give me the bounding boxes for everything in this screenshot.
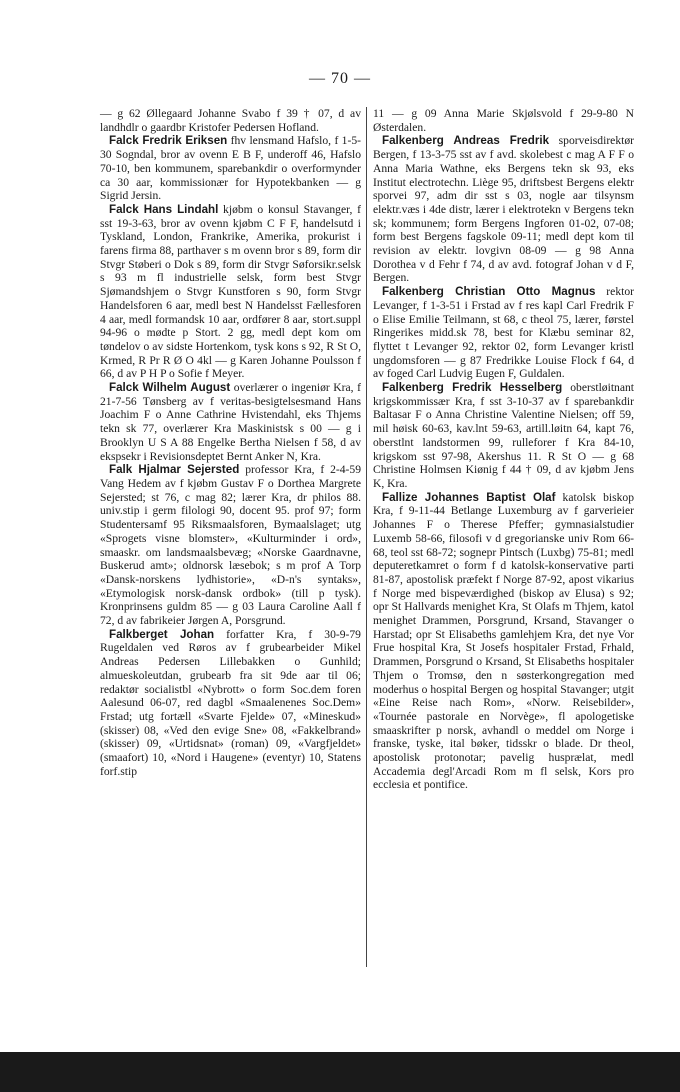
- entry-name: Falk Hjalmar Sejersted: [109, 463, 240, 477]
- entry-name: Falkenberg Christian Otto Magnus: [382, 285, 596, 299]
- entry-text: kjøbm o konsul Stavanger, f sst 19-3-63, bror av ovenn kjøbm C F F, handelsutd i Tyskland, London, Frankrike, Amerika, prokurist i farens firma 88, parthaver s m ovenn bror s 89, form dir Stvgr Støberi o Dok s 89, form dir Stvgr Søforsikr.selsk s 93 m fl industrielle selsk, form best Stvgr Sjømandshjem o Stvgr Kunstforen s 90, form Stvgr Handelsforen 6 aar, medl best N Handelsst Fællesforen 4 aar, medl formandsk 10 aar, ordfører 8 aar, stort.suppl 94-96 o mødte p Stort. 2 gg, medl dept kom om tøndelov o av sidste Hortenkom, tysk kons s 92, R St O, Krmed, R Pr R Ø O 4kl — g Karen Johanne Poulsson f 66, d av P H P o Sofie f Meyer.: [100, 202, 361, 381]
- entry-falck-fredrik-eriksen: [100, 134, 361, 203]
- left-column: [100, 107, 361, 778]
- continuation-text: — g 62 Øllegaard Johanne Svabo f 39 † 07, d av landhdlr o gaardbr Kristofer Pedersen Hofland.: [100, 107, 361, 134]
- continuation-text: 11 — g 09 Anna Marie Skjølsvold f 29-9-80 N Østerdalen.: [373, 107, 634, 134]
- entry-falkberget-johan: [100, 628, 361, 779]
- entry-text: overlærer o ingeniør Kra, f 21-7-56 Tønsberg av f veritas-besigtelsesmand Hans Joachim F o Anne Cathrine Hvistendahl, eks Thjems tekn sk 77, overlærer Kra Maskinistsk s 00 — g i Brooklyn U S A 88 Engelke Bertha Nielsen f 58, d av ekspsekr i Revisionsdeptet Bernt Anker N, Kra.: [100, 381, 361, 463]
- page-number: — 70 —: [309, 70, 371, 87]
- entry-text: fhv lensmand Hafslo, f 1-5-30 Sogndal, bror av ovenn E B F, underoff 46, Hafslo 70-10, ben kommunem, sparebankdir o overformynder ca 30 aar, kommissionær for Hypotekbanken — g Sigrid Jersin.: [100, 134, 361, 203]
- column-divider: [366, 107, 367, 967]
- entry-fallize-johannes-baptist-olaf: [373, 491, 634, 792]
- entry-name: Falkberget Johan: [109, 627, 215, 641]
- entry-text: katolsk biskop Kra, f 9-11-44 Betlange Luxemburg av f garverieier Johannes F o Therese Pfeffer; gymnasialstudier Luxemb 58-66, filosofi v d gregorianske univ Rom 66-68, teol sst 68-72; sognepr Pintsch (Luxbg) 75-81; medl deputeretkamret o form f d katolsk-konservative parti 81-87, apostolisk præfekt f Norge 87-92, apost vikarius f Norge med bispeværdighed (biskop av Elusa) s 92; opr St Hallvards menighet Kra, St Olafs m Thjem, katol menighet Drammen, Porsgrund, Krsand, Stavanger o Harstad; opr St Elisabeths gamlehjem Kra, det nye Vor Frue hospital Kra, St Josefs hospitaler Frstad, Frhald, Drammen, Porsgrund o Krsand, St Elisabeths hospitaler Thjem o Tromsø, den n søsterkongregation med moderhus o hospital Bergen og hospital Stavanger; utgit «Eine Reise nach Rom», «Norw. Reisebilder», «Tournée pastorale en Norvège», fl apologetiske smaaskrifter p norsk, avhandl o meddel om Norge i franske, tyske, ital bøker, tidsskr o blade. Dr theol, apostolisk protonotar; pavelig husprælat, medl Accademia degl'Arcadi Rom m fl selsk, Kors pro ecclesia et pontifice.: [373, 490, 634, 792]
- scan-edge-bar: [0, 1052, 680, 1092]
- entry-name: Falck Fredrik Eriksen: [109, 134, 228, 148]
- entry-falck-hans-lindahl: [100, 203, 361, 381]
- entry-falck-wilhelm-august: [100, 381, 361, 463]
- entry-falkenberg-fredrik-hesselberg: [373, 381, 634, 491]
- entry-text: sporveisdirektør Bergen, f 13-3-75 sst av f avd. skolebest c mag A F F o Anna Maria Wathne, eks Bergens tekn sk 93, eks Institut electrotechn. Liège 95, driftsbest Bergens elektr sporvei 97, adm dir sst s 03, nogle aar tilsynsm elektr.væs i 4de distr, lærer i elektrotekn v Bergens tekn sk; kommunem; form Bergens Ingforen 01-02, 07-08; form best Bergens fagskole 09-11; medl dept kom til revision av elektr. lovgivn 08-09 — g 98 Anna Dorothea v d Fehr f 74, d av avd. fotograf Johan v d F, Bergen.: [373, 134, 635, 285]
- entry-text: professor Kra, f 2-4-59 Vang Hedem av f kjøbm Gustav F o Dorthea Margrete Sejersted; st 76, c mag 82; lærer Kra, dr philos 88. univ.stip i germ filologi 90, docent 95. prof 97; form Studentersamf 95 Riksmaalsforen, Bymaalslaget; utg «Sprogets visne blomster», «Kulturminder i ord», smaaskr. om landsmaalsbevæg; «Norske Gaardnavne, Buskerud amt»; oldnorsk læsebok; s m prof A Torp «Dansk-norskens lydhistorie», «D-n's syntaks», «Etymologisk norsk-dansk ordbok» (till p tysk). Kronprinsens guldm 85 — g 03 Laura Caroline Aall f 72, d av fabrikeier Jørgen A, Porsgrund.: [100, 463, 361, 628]
- entry-falk-hjalmar-sejersted: [100, 463, 361, 627]
- entry-name: Falkenberg Fredrik Hesselberg: [382, 381, 563, 395]
- entry-name: Falck Wilhelm August: [109, 381, 231, 395]
- entry-text: oberstløitnant krigskommissær Kra, f sst 3-10-37 av f sparebankdir Baltasar F o Anna Christine Valentine Nielsen; off 59, mil høisk 60-63, kav.lnt 59-63, artill.løitn 64, kapt 76, oberstlnt landstormen 99, rulleforer f Kra 84-10, krigskom sst 97-98, Akershus 11. R St O — g 68 Christine Holmsen Kiønig f 44 † 09, d av kjøbm Jens K, Kra.: [373, 381, 634, 490]
- entry-name: Falkenberg Andreas Fredrik: [382, 134, 550, 148]
- entry-text: rektor Levanger, f 1-3-51 i Frstad av f res kapl Carl Fredrik F o Elise Emilie Teilmann, st 68, c theol 75, lærer, førstel Ringerikes midd.sk 78, best for Klæbu seminar 82, flyttet t Levanger 92, rektor 02, form Levanger kristl ungdomsforen — g 87 Fredrikke Louise Flock f 64, d av foged Carl Ludvig Eugen F, Guldalen.: [373, 285, 634, 381]
- entry-name: Falck Hans Lindahl: [109, 202, 219, 216]
- entry-falkenberg-andreas-fredrik: [373, 134, 634, 285]
- right-column: [373, 107, 634, 792]
- entry-name: Fallize Johannes Baptist Olaf: [382, 490, 556, 504]
- entry-text: forfatter Kra, f 30-9-79 Rugeldalen ved Røros av f grubearbeider Mikel Andreas Pedersen Lillebakken o Gunhild; almueskoleutdan, grubearb fra sit 9de aar til 06; redaktør socialistbl «Nybrott» o form Soc.dem foren Aalesund 06-07, red dagbl «Smaalenenes Soc.Dem» Frstad; utg fortæll «Svarte Fjelde» 07, «Mineskud» (skisser) 08, «Ved den evige Sne» 08, «Fakkelbrand» (skisser) 09, «Urtidsnat» (roman) 09, «Vargfjeldet» (smaafort) 10, «Nord i Haugene» (eventyr) 10, Statens forf.stip: [100, 627, 361, 778]
- entry-falkenberg-christian-otto-magnus: [373, 285, 634, 381]
